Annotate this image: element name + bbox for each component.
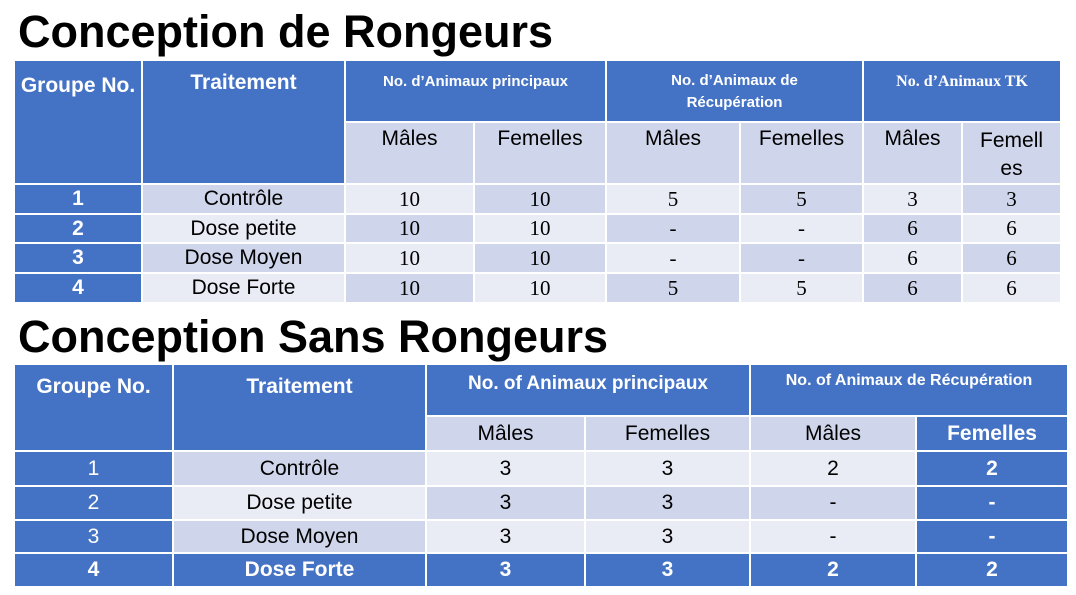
value-cell: 6 — [863, 243, 962, 273]
header-tk-animals: No. d’Animaux TK — [863, 60, 1061, 122]
header-group-no: Groupe No. — [14, 60, 142, 184]
value-cell: - — [916, 520, 1068, 553]
group-number: 1 — [14, 184, 142, 214]
sub-males-recovery: Mâles — [606, 122, 740, 184]
value-cell: 2 — [750, 553, 916, 587]
group-number: 4 — [14, 273, 142, 303]
value-cell: - — [750, 486, 916, 520]
sub-males-recovery: Mâles — [750, 416, 916, 451]
header-recovery-animals: No. d’Animaux de Récupération — [606, 60, 863, 122]
sub-males-tk: Mâles — [863, 122, 962, 184]
value-cell: 3 — [585, 553, 750, 587]
sub-females-recovery: Femelles — [916, 416, 1068, 451]
treatment-cell: Dose Moyen — [173, 520, 426, 553]
rodent-design-title: Conception de Rongeurs — [18, 6, 554, 57]
group-number: 4 — [14, 553, 173, 587]
table-row — [14, 214, 1061, 243]
value-cell: 3 — [426, 553, 585, 587]
value-cell: - — [606, 214, 740, 243]
value-cell: 3 — [426, 486, 585, 520]
header-main-animals: No. d’Animaux principaux — [345, 60, 606, 122]
value-cell: 6 — [962, 214, 1061, 243]
value-cell: 6 — [962, 273, 1061, 303]
value-cell: 5 — [740, 273, 863, 303]
treatment-cell: Dose Moyen — [142, 243, 345, 273]
value-cell: - — [916, 486, 1068, 520]
value-cell: 2 — [916, 451, 1068, 486]
value-cell: 3 — [585, 486, 750, 520]
treatment-cell: Contrôle — [173, 451, 426, 486]
value-cell: 6 — [863, 214, 962, 243]
group-number: 3 — [14, 243, 142, 273]
value-cell: 10 — [474, 243, 606, 273]
value-cell: - — [750, 520, 916, 553]
group-number: 3 — [14, 520, 173, 553]
sub-males-main: Mâles — [426, 416, 585, 451]
value-cell: 3 — [585, 520, 750, 553]
treatment-cell: Dose petite — [173, 486, 426, 520]
value-cell: 10 — [474, 184, 606, 214]
sub-females-tk: Femelles — [962, 122, 1061, 184]
group-number: 2 — [14, 214, 142, 243]
value-cell: 2 — [916, 553, 1068, 587]
table-row — [14, 520, 1068, 553]
value-cell: 3 — [426, 520, 585, 553]
value-cell: 5 — [606, 273, 740, 303]
value-cell: 6 — [962, 243, 1061, 273]
sub-females-main: Femelles — [585, 416, 750, 451]
nonrodent-design-table — [13, 363, 1069, 588]
value-cell: - — [740, 243, 863, 273]
treatment-cell: Dose Forte — [173, 553, 426, 587]
value-cell: 3 — [426, 451, 585, 486]
treatment-cell: Dose petite — [142, 214, 345, 243]
group-number: 2 — [14, 486, 173, 520]
table-row — [14, 273, 1061, 303]
value-cell: 10 — [474, 214, 606, 243]
value-cell: 10 — [345, 214, 474, 243]
group-number: 1 — [14, 451, 173, 486]
header-treatment: Traitement — [142, 60, 345, 184]
value-cell: 2 — [750, 451, 916, 486]
table-row — [14, 451, 1068, 486]
value-cell: 10 — [474, 273, 606, 303]
value-cell: - — [606, 243, 740, 273]
value-cell: 3 — [863, 184, 962, 214]
table-row — [14, 184, 1061, 214]
header-main-animals: No. of Animaux principaux — [426, 364, 750, 416]
sub-females-recovery: Femelles — [740, 122, 863, 184]
table-row — [14, 553, 1068, 587]
sub-females-main: Femelles — [474, 122, 606, 184]
value-cell: 5 — [606, 184, 740, 214]
value-cell: 10 — [345, 273, 474, 303]
nonrodent-design-title: Conception Sans Rongeurs — [18, 311, 609, 362]
value-cell: 10 — [345, 184, 474, 214]
treatment-cell: Contrôle — [142, 184, 345, 214]
sub-males-main: Mâles — [345, 122, 474, 184]
rodent-design-table — [13, 59, 1062, 304]
table-row — [14, 486, 1068, 520]
value-cell: 6 — [863, 273, 962, 303]
value-cell: 3 — [962, 184, 1061, 214]
value-cell: 5 — [740, 184, 863, 214]
header-treatment: Traitement — [173, 364, 426, 451]
value-cell: - — [740, 214, 863, 243]
treatment-cell: Dose Forte — [142, 273, 345, 303]
header-group-no: Groupe No. — [14, 364, 173, 451]
table-row — [14, 243, 1061, 273]
value-cell: 10 — [345, 243, 474, 273]
header-recovery-animals: No. of Animaux de Récupération — [750, 364, 1068, 416]
value-cell: 3 — [585, 451, 750, 486]
